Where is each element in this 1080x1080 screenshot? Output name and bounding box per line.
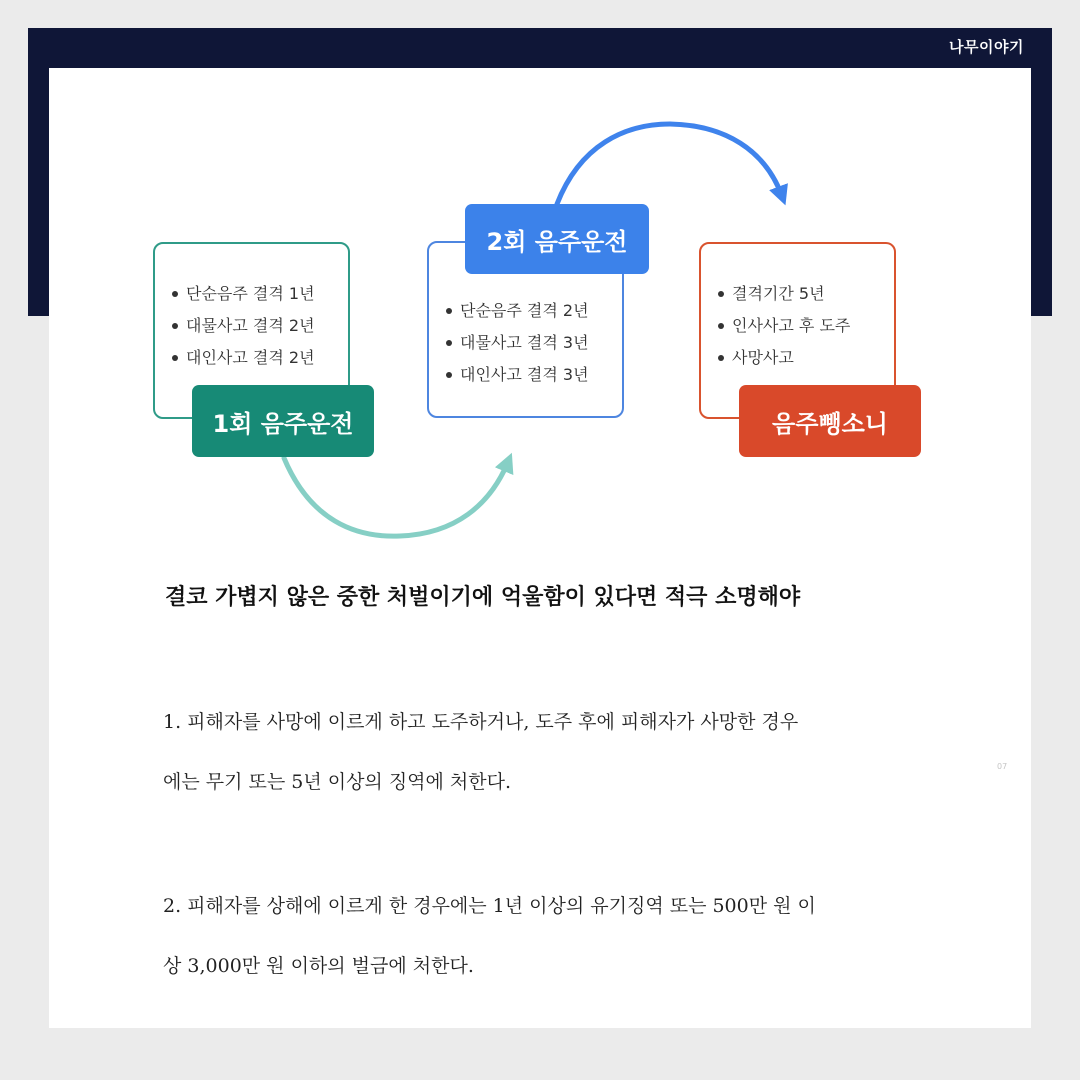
list-item: 대인사고 결격 2년 [172,342,315,374]
paragraph-line: 상 3,000만 원 이하의 벌금에 처한다. [163,955,474,977]
brand-name: 나무이야기 [949,38,1024,56]
list-item: 결격기간 5년 [718,278,850,310]
stage-1-list [172,278,315,374]
headline: 결코 가볍지 않은 중한 처벌이기에 억울함이 있다면 적극 소명해야 [165,585,801,610]
stage-2-label: 2회 음주운전 [465,204,649,274]
list-item: 대물사고 결격 3년 [446,327,589,359]
paragraph-line: 에는 무기 또는 5년 이상의 징역에 처한다. [163,771,512,793]
list-item: 인사사고 후 도주 [718,310,850,342]
page-number: 07 [997,762,1008,771]
paragraph-line: 2. 피해자를 상해에 이르게 한 경우에는 1년 이상의 유기징역 또는 500만 원 이 [163,895,816,917]
stage-3-list [718,278,850,374]
stage-2-list [446,295,589,391]
list-item: 사망사고 [718,342,850,374]
list-item: 대인사고 결격 3년 [446,359,589,391]
list-item: 단순음주 결격 2년 [446,295,589,327]
paragraph-line: 1. 피해자를 사망에 이르게 하고 도주하거나, 도주 후에 피해자가 사망한 경우 [163,711,799,733]
stage-3-label: 음주뺑소니 [739,385,921,457]
stage-1-label: 1회 음주운전 [192,385,374,457]
paragraph-1 [163,692,923,812]
list-item: 대물사고 결격 2년 [172,310,315,342]
paragraph-2 [163,876,923,996]
list-item: 단순음주 결격 1년 [172,278,315,310]
